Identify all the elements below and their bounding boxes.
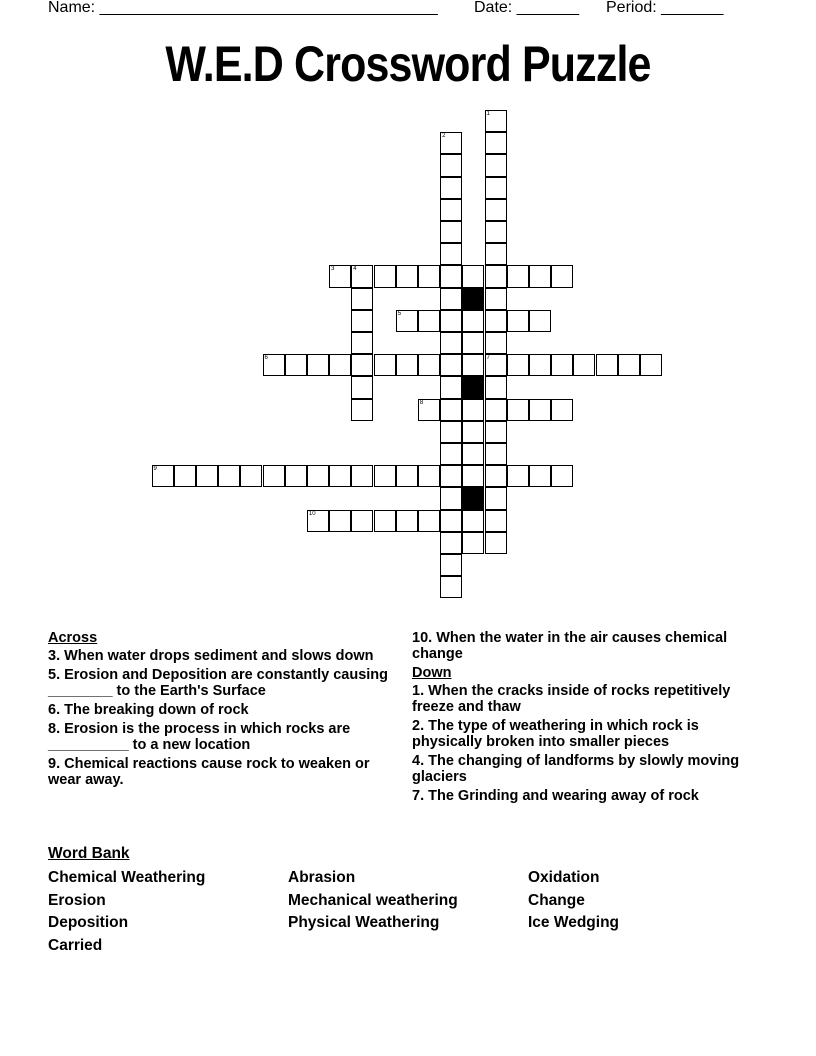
crossword-cell[interactable] [196,465,218,487]
crossword-cell[interactable] [351,288,373,310]
crossword-cell[interactable] [329,510,351,532]
clue-across-9: 9. Chemical reactions cause rock to weaken or wear away. [48,756,370,788]
crossword-cell[interactable] [374,510,396,532]
name-field-label: Name: ______________________________________ [48,0,438,16]
crossword-cell[interactable] [396,510,418,532]
crossword-cell[interactable] [551,354,573,376]
crossword-cell[interactable] [485,199,507,221]
crossword-cell[interactable] [374,265,396,287]
clue-across-6: 6. The breaking down of rock [48,702,249,718]
crossword-cell[interactable] [618,354,640,376]
crossword-cell[interactable] [351,332,373,354]
crossword-cell[interactable] [152,465,174,487]
crossword-cell[interactable] [329,265,351,287]
crossword-cell[interactable] [440,554,462,576]
crossword-cell[interactable] [529,310,551,332]
crossword-cell[interactable] [174,465,196,487]
crossword-cell[interactable] [351,354,373,376]
crossword-cell[interactable] [440,265,462,287]
crossword-cell[interactable] [440,177,462,199]
crossword-cell[interactable] [440,510,462,532]
crossword-cell[interactable] [485,443,507,465]
crossword-cell[interactable] [396,310,418,332]
crossword-cell[interactable] [418,465,440,487]
crossword-cell[interactable] [285,354,307,376]
word-bank-item: Ice Wedging [528,914,620,931]
crossword-cell[interactable] [485,221,507,243]
crossword-cell[interactable] [551,399,573,421]
crossword-cell[interactable] [462,265,484,287]
clue-number: 7 [486,355,490,362]
clue-number: 8 [419,399,424,406]
crossword-cell[interactable] [329,465,351,487]
crossword-cell[interactable] [440,399,462,421]
period-field-label: Period: _______ [606,0,724,16]
crossword-cell[interactable] [485,310,507,332]
word-bank-column-1 [48,867,205,957]
clue-number: 9 [153,466,157,473]
crossword-cell[interactable] [485,332,507,354]
crossword-cell[interactable] [485,132,507,154]
crossword-cell[interactable] [218,465,240,487]
crossword-cell[interactable] [485,376,507,398]
crossword-cell[interactable] [440,465,462,487]
crossword-cell[interactable] [485,510,507,532]
crossword-cell[interactable] [485,110,507,132]
crossword-cell[interactable] [440,376,462,398]
crossword-cell[interactable] [507,465,529,487]
down-heading: Down [412,665,452,681]
crossword-cell[interactable] [440,221,462,243]
crossword-cell[interactable] [462,310,484,332]
crossword-cell[interactable] [462,332,484,354]
clue-down-4: 4. The changing of landforms by slowly moving glaciers [412,753,740,785]
crossword-cell[interactable] [462,399,484,421]
crossword-cell[interactable] [396,465,418,487]
crossword-cell[interactable] [507,310,529,332]
clue-number: 1 [486,111,490,117]
crossword-cell[interactable] [440,354,462,376]
clue-number: 6 [264,355,268,362]
crossword-cell[interactable] [485,265,507,287]
black-square [462,487,484,509]
crossword-cell[interactable] [440,199,462,221]
crossword-cell[interactable] [462,510,484,532]
crossword-cell[interactable] [263,465,285,487]
crossword-cell[interactable] [529,465,551,487]
crossword-cell[interactable] [485,532,507,554]
word-bank-item: Erosion [48,891,106,909]
word-bank-item: Physical Weathering [288,914,440,931]
crossword-cell[interactable] [396,265,418,287]
word-bank-item: Abrasion [288,869,356,886]
crossword-cell[interactable] [440,421,462,443]
crossword-cell[interactable] [462,532,484,554]
word-bank-item: Mechanical weathering [288,891,458,909]
crossword-cell[interactable] [573,354,595,376]
crossword-cell[interactable] [485,421,507,443]
crossword-cell[interactable] [351,399,373,421]
crossword-cell[interactable] [418,354,440,376]
across-heading: Across [48,630,98,646]
crossword-cell[interactable] [263,354,285,376]
black-square [462,288,484,310]
crossword-cell[interactable] [440,487,462,509]
crossword-cell[interactable] [462,354,484,376]
crossword-cell[interactable] [440,310,462,332]
crossword-cell[interactable] [418,265,440,287]
clue-across-8: 8. Erosion is the process in which rocks are __________ to a new location [48,721,351,753]
clue-down-2: 2. The type of weathering in which rock is physically broken into smaller pieces [412,718,699,750]
black-square [462,376,484,398]
word-bank-item: Carried [48,936,103,954]
crossword-cell[interactable] [485,354,507,376]
crossword-cell[interactable] [529,265,551,287]
clue-across-10: 10. When the water in the air causes chemical change [412,630,728,662]
crossword-cell[interactable] [374,354,396,376]
crossword-cell[interactable] [418,510,440,532]
clue-number: 4 [353,266,357,273]
crossword-cell[interactable] [462,443,484,465]
word-bank-column-3 [528,867,619,935]
crossword-cell[interactable] [440,132,462,154]
word-bank [48,845,130,867]
crossword-cell[interactable] [485,154,507,176]
clue-across-3: 3. When water drops sediment and slows down [48,648,374,664]
crossword-cell[interactable] [307,354,329,376]
crossword-cell[interactable] [418,310,440,332]
page-title: W.E.D Crossword Puzzle [165,36,651,92]
clue-number: 3 [331,266,335,273]
clue-across-5: 5. Erosion and Deposition are constantly causing ________ to the Earth's Surface [48,667,389,699]
crossword-cell[interactable] [529,399,551,421]
crossword-cell[interactable] [240,465,262,487]
crossword-cell[interactable] [507,399,529,421]
clue-number: 2 [442,133,446,140]
crossword-cell[interactable] [396,354,418,376]
crossword-cell[interactable] [485,465,507,487]
clue-number: 5 [397,310,402,317]
word-bank-item: Oxidation [528,869,600,886]
crossword-cell[interactable] [485,288,507,310]
crossword-cell[interactable] [285,465,307,487]
clue-number: 10 [308,510,316,517]
crossword-cell[interactable] [485,399,507,421]
crossword-cell[interactable] [440,154,462,176]
crossword-cell[interactable] [351,465,373,487]
crossword-cell[interactable] [440,332,462,354]
crossword-cell[interactable] [485,487,507,509]
word-bank-item: Deposition [48,914,129,931]
across-clues [48,630,398,791]
crossword-cell[interactable] [507,265,529,287]
word-bank-item: Chemical Weathering [48,869,206,886]
word-bank-item: Change [528,891,585,909]
clue-down-7: 7. The Grinding and wearing away of rock [412,788,699,804]
word-bank-heading: Word Bank [48,845,130,862]
crossword-cell[interactable] [462,421,484,443]
crossword-cell[interactable] [485,177,507,199]
crossword-cell[interactable] [307,465,329,487]
crossword-cell[interactable] [551,265,573,287]
clue-down-1: 1. When the cracks inside of rocks repetitively freeze and thaw [412,683,731,715]
crossword-cell[interactable] [351,310,373,332]
crossword-cell[interactable] [329,354,351,376]
crossword-cell[interactable] [485,243,507,265]
crossword-cell[interactable] [374,465,396,487]
crossword-cell[interactable] [440,243,462,265]
crossword-cell[interactable] [440,576,462,598]
crossword-cell[interactable] [440,532,462,554]
crossword-cell[interactable] [640,354,662,376]
crossword-cell[interactable] [462,465,484,487]
crossword-cell[interactable] [440,443,462,465]
crossword-cell[interactable] [596,354,618,376]
crossword-cell[interactable] [351,510,373,532]
crossword-cell[interactable] [351,376,373,398]
crossword-cell[interactable] [418,399,440,421]
crossword-cell[interactable] [529,354,551,376]
down-clues [412,630,757,807]
crossword-cell[interactable] [307,510,329,532]
crossword-cell[interactable] [440,288,462,310]
word-bank-column-2 [288,867,458,935]
date-field-label: Date: _______ [474,0,579,16]
crossword-cell[interactable] [351,265,373,287]
crossword-cell[interactable] [507,354,529,376]
crossword-cell[interactable] [551,465,573,487]
